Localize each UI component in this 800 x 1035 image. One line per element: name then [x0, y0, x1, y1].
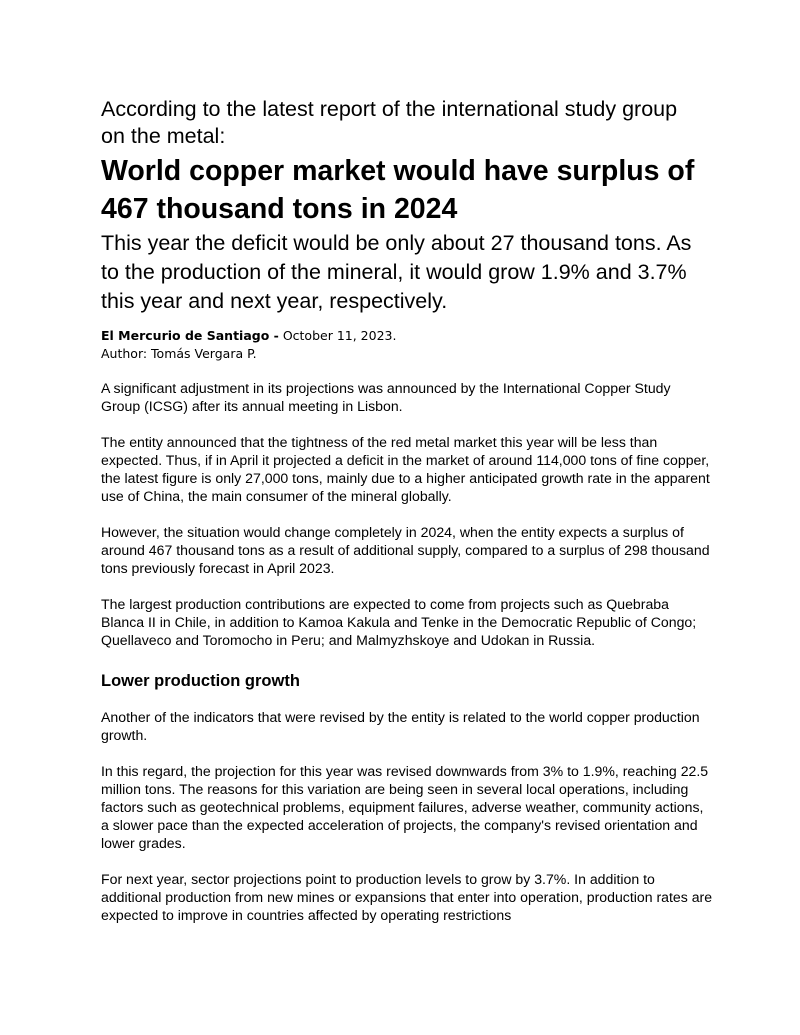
- body-paragraph: For next year, sector projections point to production levels to grow by 3.7%. In addition to additional production from new mines or expansions that enter into operation, production rates are expected to improve in countries affected by operating restrictions: [101, 871, 713, 923]
- body-paragraph: The entity announced that the tightness of the red metal market this year will be less than expected. Thus, if in April it projected a deficit in the market of around 114,000 tons of fine copper, the latest figure is only 27,000 tons, mainly due to a higher anticipated growth rate in the apparent use of China, the main consumer of the mineral globally.: [101, 434, 710, 504]
- byline-date: October 11, 2023.: [278, 328, 397, 343]
- body-paragraph: A significant adjustment in its projections was announced by the International Copper Study Group (ICSG) after its annual meeting in Lisbon.: [101, 380, 671, 414]
- article-kicker: According to the latest report of the international study group on the metal:: [101, 97, 678, 148]
- body-paragraph: In this regard, the projection for this year was revised downwards from 3% to 1.9%, reaching 22.5 million tons. The reasons for this variation are being seen in several local operations, including factors such as geotechnical problems, equipment failures, adverse weather, community actions, a slower pace than the expected acceleration of projects, the company's revised orientation and lower grades.: [101, 763, 709, 851]
- article-headline: World copper market would have surplus of 467 thousand tons in 2024: [101, 155, 695, 225]
- byline: [101, 327, 701, 363]
- byline-source-line: [101, 327, 701, 345]
- byline-author: Author: Tomás Vergara P.: [101, 346, 257, 361]
- article-deck: This year the deficit would be only about 27 thousand tons. As to the production of the mineral, it would grow 1.9% and 3.7% this year and next year, respectively.: [101, 231, 692, 313]
- body-paragraph: The largest production contributions are expected to come from projects such as Quebraba Blanca II in Chile, in addition to Kamoa Kakula and Tenke in the Democratic Republic of Congo; Quellaveco and Toromocho in Peru; and Malmyzhskoye and Udokan in Russia.: [101, 596, 697, 648]
- article-body: [101, 379, 713, 942]
- byline-source: El Mercurio de Santiago -: [101, 328, 279, 343]
- section-subheading: Lower production growth: [101, 672, 300, 690]
- body-paragraph: However, the situation would change completely in 2024, when the entity expects a surplus of around 467 thousand tons as a result of additional supply, compared to a surplus of 298 thousand tons previously forecast in April 2023.: [101, 524, 710, 576]
- body-paragraph: Another of the indicators that were revised by the entity is related to the world copper production growth.: [101, 709, 700, 743]
